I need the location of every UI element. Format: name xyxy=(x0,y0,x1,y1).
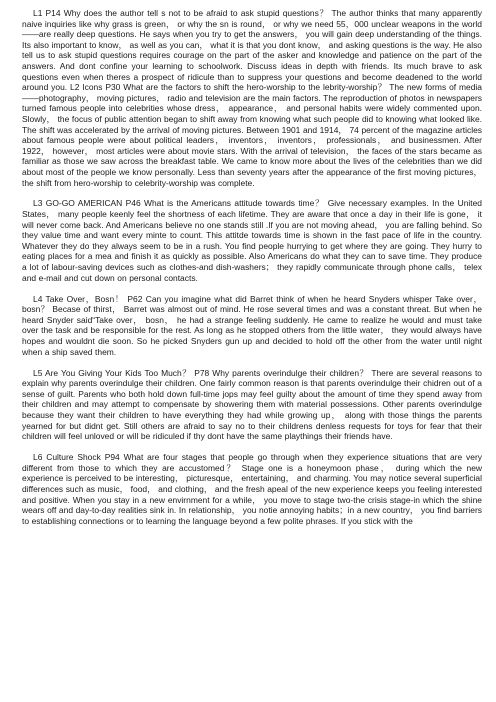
paragraph-l4: L4 Take Over，Bosn！ P62 Can you imagine what did Barret think of when he heard Snyders whisper Take over， bosn？ Becase of thirst， Barret was almost out of mind. He rose several times and was a constant threat. But when he heard Snyder said“Take over， bosn， he had a strange feeling suddenly. He came to realize he would and must take over the task and be responsible for the rest. As long as he stopped others from the little water， they would always have hopes and wouldnt die soon. So he picked Snyders gun up and decided to hold off the other from the water until night when a ship saved them. xyxy=(22,293,482,357)
paragraph-l5: L5 Are You Giving Your Kids Too Much？ P78 Why parents overindulge their children？ There are several reasons to explain why parents overindulge their children. One fairly common reason is that parents overindulge their chidren out of a sense of guilt. Parents who both hold down full-time jops may feel guilty about the amount of time they spend away from their children and may attempt to compensate by showering them with material possessions. Other parents overindulge because they want their children to have everything they had while growing up， along with those things the parents yearned for but didnt get. Still others are afraid to say no to their childrens denless requests for toys for fear that their children will feel unloved or will be ridiculed if thy dont have the same playthings their friends have. xyxy=(22,367,482,442)
paragraph-l1-l2: L1 P14 Why does the author tell s not to be afraid to ask stupid questions？ The author thinks that many apparently naive inquiries like why grass is green， or why the sn is round， or why we need 55，000 unclear weapons in the world ——are really deep questions. He says when you try to get the answers， you will gain deep understanding of the things. Its also important to know， as well as you can， what it is that you dont know， and asking questions is the way. He also tell us to ask stupid questions requires courage on the part of the asker and knowledge and patience on the part of the answers. And dont confine your learning to schoolwork. Discuss ideas in depth with friends. Its much brave to ask questions even when theres a prospect of ridicule than to suppress your questions and become deadened to the world around you. L2 Icons P30 What are the factors to shift the hero-worship to the lebrity-worship？ The new forms of media——photography， moving pictures， radio and television are the main factors. The reproduction of photos in newspapers turned famous people into celebrities whose dress， appearance， and personal habits were widely commented upon. Slowly， the focus of public attention began to shift away from knowing what such people did to knowing what looked like. The shift was accelerated by the arrival of moving pictures. Between 1901 and 1914， 74 percent of the magazine articles about famous people were about political leaders， inventors， inventors， professionals， and businessmen. After 1922， however， most articles were about movie stars. With the arrival of television， the faces of the stars became as familiar as those we saw across the breakfast table. We came to know more about the lives of the celebrities than we did about most of the people we know personally. Less than seventy years after the appearance of the first moving pictures， the shift from hero-worship to celebrity-worship was complete. xyxy=(22,8,482,188)
paragraph-l3: L3 GO-GO AMERICAN P46 What is the Americans attitude towards time？ Give necessary examples. In the United States， many people keenly feel the shortness of each lifetime. They are aware that once a day in their life is gone， it will never come back. And Americans believe no one stands still .If you are not moving ahead， you are falling behind. So they value time and want every minte to count. This attitde towards time is shown in the fast pace of life in the country. Whatever they do they always seem to be in a rush. You find people hurrying to get where they are going. They hurry to eating places for a mea and finish it as quickly as possible. Also Americans do what they can to save time. They produce a lot of labour-saving devices such as clothes-and dish-washers； they rapidly communicate through phone calls， telex and e-mail and cut down on personal contacts. xyxy=(22,198,482,283)
paragraph-l6: L6 Culture Shock P94 What are four stages that people go through when they experience situations that are very different from those to which they are accustomed？ Stage one is a honeymoon phase， during which the new experience is perceived to be interesting， picturesque， entertaining， and charming. You may notice several superficial differences such as music， food， and clothing， and the fresh apeal of the new experience keeps you feeling interested and positive. When you stay in a new envirnment for a while， you move to stage two-the crisis stage-in which the shine wears off and day-to-day realities sink in. In relationship， you notie annoying habits；in a new country， you find barriers to establishing connections or to learning the language beyond a few polite phrases. If you stick with the xyxy=(22,452,482,526)
